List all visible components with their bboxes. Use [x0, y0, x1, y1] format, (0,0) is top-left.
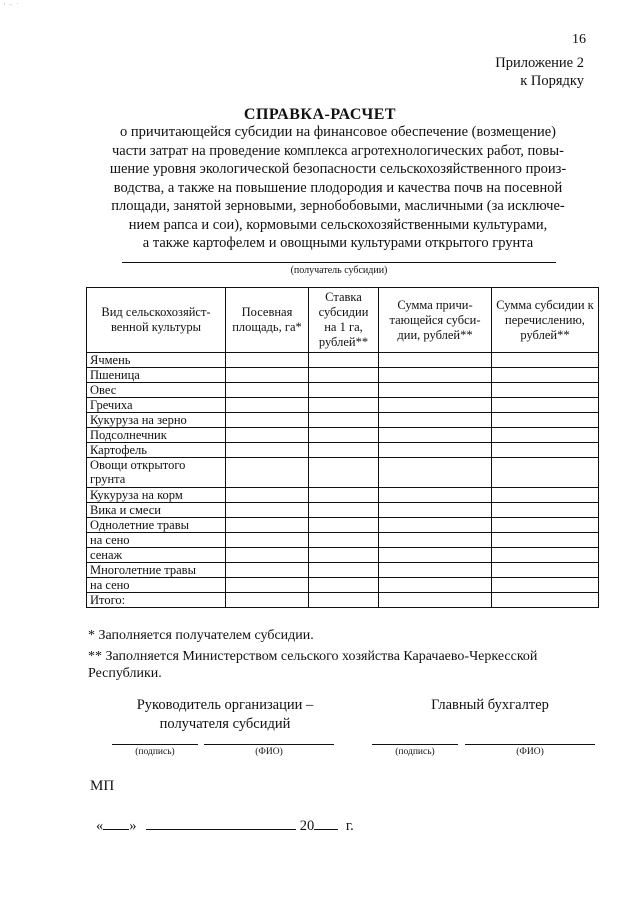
value-cell[interactable]: [226, 503, 309, 518]
value-cell[interactable]: [226, 398, 309, 413]
table-row: [87, 548, 599, 563]
crop-name-cell: на сено: [87, 533, 226, 548]
value-cell[interactable]: [309, 398, 379, 413]
table-row: [87, 353, 599, 368]
crop-name-cell: Многолетние травы: [87, 563, 226, 578]
subtitle-line: водства, а также на повышение плодородия и качества почв на посевной: [113, 179, 563, 196]
header-sown-area: Посевная площадь, га*: [226, 288, 309, 353]
value-cell[interactable]: [379, 503, 492, 518]
value-cell[interactable]: [492, 533, 599, 548]
table-row: [87, 368, 599, 383]
subtitle-line: нием рапса и сои), кормовыми сельскохозяйственными культурами,: [128, 216, 548, 233]
value-cell[interactable]: [379, 413, 492, 428]
header-subsidy-due: Сумма причи-тающейся субси-дии, рублей**: [379, 288, 492, 353]
value-cell[interactable]: [226, 458, 309, 488]
year-blank[interactable]: [314, 815, 338, 830]
value-cell[interactable]: [492, 368, 599, 383]
document-title: СПРАВКА-РАСЧЕТ: [243, 106, 397, 123]
value-cell[interactable]: [309, 368, 379, 383]
value-cell[interactable]: [309, 458, 379, 488]
value-cell[interactable]: [492, 503, 599, 518]
head-label-line: получателя субсидий: [159, 716, 291, 732]
table-row: [87, 413, 599, 428]
subtitle-line: площади, занятой зерновыми, зернобобовыми, масличными (за исключе-: [111, 198, 565, 214]
value-cell[interactable]: [379, 593, 492, 608]
chief-accountant-label: Главный бухгалтер: [431, 697, 549, 713]
value-cell[interactable]: [309, 428, 379, 443]
head-label-line: Руководитель организации –: [136, 697, 314, 713]
value-cell[interactable]: [309, 413, 379, 428]
subtitle-line: о причитающейся субсидии на финансовое обеспечение (возмещение): [120, 124, 556, 140]
recipient-field-line[interactable]: [122, 262, 556, 263]
date-field: [96, 815, 354, 835]
accountant-signature-line[interactable]: [372, 744, 458, 745]
header-crop-type: Вид сельскохозяйст-венной культуры: [87, 288, 226, 353]
value-cell[interactable]: [492, 353, 599, 368]
value-cell[interactable]: [226, 368, 309, 383]
subsidy-calculation-table: [86, 287, 599, 608]
value-cell[interactable]: [379, 563, 492, 578]
head-name-caption: (ФИО): [255, 747, 283, 757]
appendix-line: Приложение 2: [495, 55, 584, 71]
value-cell[interactable]: [309, 353, 379, 368]
crop-name-cell: Итого:: [87, 593, 226, 608]
value-cell[interactable]: [226, 488, 309, 503]
table-row: [87, 578, 599, 593]
table-row: [87, 593, 599, 608]
footnotes: [88, 627, 608, 686]
value-cell[interactable]: [379, 518, 492, 533]
value-cell[interactable]: [226, 578, 309, 593]
value-cell[interactable]: [492, 383, 599, 398]
subtitle-line: а также картофелем и овощными культурами открытого грунта: [142, 235, 534, 251]
accountant-name-line[interactable]: [465, 744, 595, 745]
table-row: [87, 518, 599, 533]
value-cell[interactable]: [492, 548, 599, 563]
value-cell[interactable]: [226, 563, 309, 578]
footnote-2: ** Заполняется Министерством сельского хозяйства Карачаево-Черкесской Республики.: [88, 648, 538, 681]
value-cell[interactable]: [226, 428, 309, 443]
scan-corner-mark: ' ⁻ ˙: [4, 2, 20, 10]
year-prefix: 20: [299, 818, 315, 834]
value-cell[interactable]: [309, 563, 379, 578]
crop-name-cell: Овес: [87, 383, 226, 398]
appendix-line: к Порядку: [520, 73, 584, 89]
accountant-signature-caption: (подпись): [395, 747, 435, 757]
value-cell[interactable]: [226, 548, 309, 563]
crop-name-cell: на сено: [87, 578, 226, 593]
year-suffix: г.: [345, 818, 354, 834]
stamp-place-label: МП: [90, 778, 115, 794]
day-blank[interactable]: [103, 815, 129, 830]
value-cell[interactable]: [226, 593, 309, 608]
value-cell[interactable]: [492, 593, 599, 608]
table-row: [87, 443, 599, 458]
value-cell[interactable]: [309, 548, 379, 563]
value-cell[interactable]: [379, 578, 492, 593]
table-row: [87, 503, 599, 518]
value-cell[interactable]: [492, 563, 599, 578]
table-row: [87, 563, 599, 578]
crop-name-cell: Овощи открытого грунта: [87, 458, 226, 488]
head-signature-line[interactable]: [112, 744, 198, 745]
value-cell[interactable]: [492, 458, 599, 488]
header-subsidy-transfer: Сумма субсидии к перечислению, рублей**: [492, 288, 599, 353]
footnote-1: * Заполняется получателем субсидии.: [88, 628, 314, 643]
value-cell[interactable]: [492, 518, 599, 533]
value-cell[interactable]: [379, 398, 492, 413]
crop-name-cell: Вика и смеси: [87, 503, 226, 518]
crop-name-cell: Кукуруза на зерно: [87, 413, 226, 428]
value-cell[interactable]: [492, 443, 599, 458]
head-name-line[interactable]: [204, 744, 334, 745]
table-row: [87, 383, 599, 398]
value-cell[interactable]: [379, 533, 492, 548]
value-cell[interactable]: [226, 443, 309, 458]
crop-name-cell: Картофель: [87, 443, 226, 458]
recipient-caption: (получатель субсидии): [290, 265, 388, 276]
accountant-name-caption: (ФИО): [516, 747, 544, 757]
subtitle-line: шение уровня экологической безопасности сельскохозяйственного произ-: [109, 161, 567, 177]
value-cell[interactable]: [309, 503, 379, 518]
crop-name-cell: Однолетние травы: [87, 518, 226, 533]
header-rate: Ставка субсидии на 1 га, рублей**: [309, 288, 379, 353]
value-cell[interactable]: [309, 443, 379, 458]
table-row: [87, 398, 599, 413]
head-of-organization-label: [120, 696, 330, 734]
value-cell[interactable]: [379, 353, 492, 368]
month-blank[interactable]: [146, 815, 296, 830]
crop-name-cell: Гречиха: [87, 398, 226, 413]
value-cell[interactable]: [379, 428, 492, 443]
value-cell[interactable]: [309, 578, 379, 593]
value-cell[interactable]: [379, 443, 492, 458]
value-cell[interactable]: [379, 368, 492, 383]
value-cell[interactable]: [379, 383, 492, 398]
crop-name-cell: Пшеница: [87, 368, 226, 383]
value-cell[interactable]: [309, 383, 379, 398]
value-cell[interactable]: [492, 398, 599, 413]
table-row: [87, 488, 599, 503]
value-cell[interactable]: [309, 488, 379, 503]
value-cell[interactable]: [309, 593, 379, 608]
value-cell[interactable]: [309, 533, 379, 548]
table-row: [87, 458, 599, 488]
table-row: [87, 428, 599, 443]
value-cell[interactable]: [226, 413, 309, 428]
value-cell[interactable]: [226, 383, 309, 398]
head-signature-caption: (подпись): [135, 747, 175, 757]
value-cell[interactable]: [492, 428, 599, 443]
crop-name-cell: сенаж: [87, 548, 226, 563]
value-cell[interactable]: [226, 353, 309, 368]
value-cell[interactable]: [379, 548, 492, 563]
value-cell[interactable]: [492, 578, 599, 593]
value-cell[interactable]: [379, 458, 492, 488]
value-cell[interactable]: [309, 518, 379, 533]
value-cell[interactable]: [379, 488, 492, 503]
subtitle-line: части затрат на проведение комплекса агротехнологических работ, повы-: [112, 142, 564, 159]
table-row: [87, 533, 599, 548]
page-number: 16: [572, 32, 586, 47]
value-cell[interactable]: [492, 488, 599, 503]
value-cell[interactable]: [226, 518, 309, 533]
crop-name-cell: Подсолнечник: [87, 428, 226, 443]
crop-name-cell: Ячмень: [87, 353, 226, 368]
table-header-row: [87, 288, 599, 353]
date-quote-close: »: [129, 818, 137, 834]
date-quote-open: «: [96, 818, 104, 834]
value-cell[interactable]: [492, 413, 599, 428]
crop-name-cell: Кукуруза на корм: [87, 488, 226, 503]
value-cell[interactable]: [226, 533, 309, 548]
appendix-reference: [495, 54, 584, 90]
document-subtitle: [88, 123, 588, 253]
